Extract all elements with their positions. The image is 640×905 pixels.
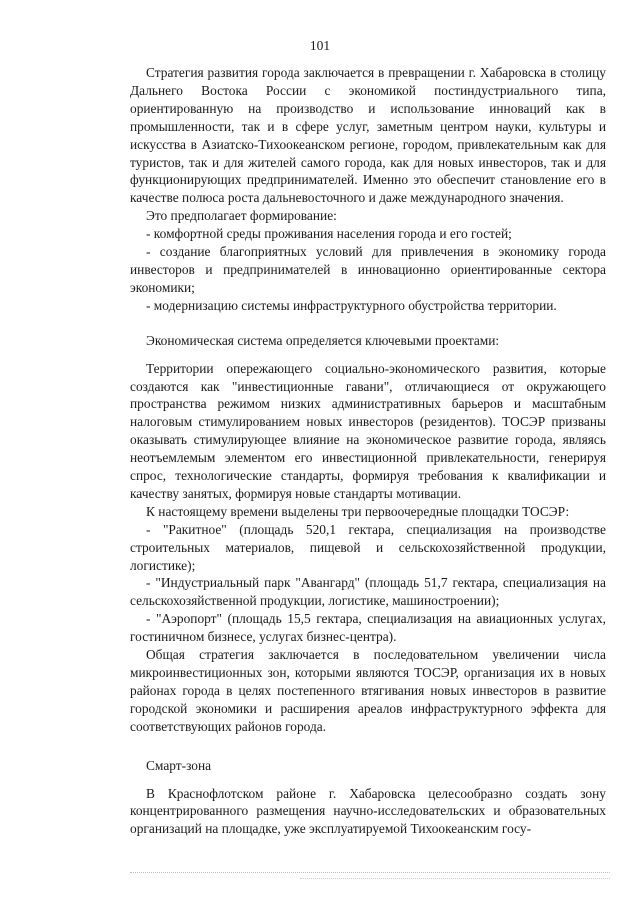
paragraph-three-sites: К настоящему времени выделены три первоочередные площадки ТОСЭР: — [146, 503, 570, 519]
scan-artifact-line — [130, 872, 610, 874]
section-heading-smart-zone: Смарт-зона — [146, 757, 212, 773]
page-number: 101 — [309, 38, 331, 53]
list-item-infrastructure-modernization: - модернизацию системы инфраструктурного обустройства территории. — [146, 297, 557, 313]
paragraph-smart-zone: В Краснофлотском районе г. Хабаровска целесообразно создать зону концентрированного размещения научно-исследовательских и образовательных организаций на площадке, уже эксплуатируемой Тихоокеанским госу- — [130, 785, 606, 837]
list-item-avangard: - "Индустриальный парк "Авангард" (площадь 51,7 гектара, специализация на сельскохозяйственной продукции, логистике, машиностроении); — [130, 575, 606, 609]
scan-artifact-line — [300, 878, 610, 880]
paragraph-general-strategy: Общая стратегия заключается в последовательном увеличении числа микроинвестиционных зон, которыми являются ТОСЭР, организация их в новых районах города в целях постепенного втягивания новых инвесторов в развитие городской экономики и расширения ареалов инфраструктурного эффекта для соответствующих районов города. — [130, 647, 606, 734]
paragraph-tosedr: Территории опережающего социально-экономического развития, которые создаются как "инвестиционные гавани", отличающиеся от окружающего пространства режимом низких административных барьеров и масштабным налоговым стимулированием новых инвесторов (резидентов). ТОСЭР призваны оказывать стимулирующее влияние на экономическое развитие города, являясь неотъемлемым элементом его инвестиционной привлекательности, генерируя спрос, технологические стандарты, формируя требования к квалификации и качеству занятых, формируя новые стандарты мотивации. — [130, 360, 606, 501]
paragraph-formation-intro: Это предполагает формирование: — [146, 208, 337, 224]
list-item-rakitnoe: - "Ракитное" (площадь 520,1 гектара, специализация на производстве строительных материалов, пищевой и сельскохозяйственной продукции, логистике); — [130, 521, 606, 573]
list-item-investment-conditions: - создание благоприятных условий для привлечения в экономику города инвесторов и предпринимателей в инновационно ориентированные сектора экономики; — [130, 244, 606, 295]
document-body — [130, 64, 606, 838]
paragraph-economic-system: Экономическая система определяется ключевыми проектами: — [146, 332, 500, 348]
paragraph-city-strategy: Стратегия развития города заключается в превращении г. Хабаровска в столицу Дальнего Востока России с экономикой постиндустриального типа, ориентированную на производство и использование инноваций как в промышленности, так и в сфере услуг, заметным центром науки, культуры и искусства в Азиатско-Тихоокеанском регионе, городом, привлекательным как для туристов, так и для жителей самого города, как для новых инвесторов, так и для функционирующих предпринимателей. Именно это обеспечит становление его в качестве полюса роста дальневосточного и даже международного значения. — [130, 65, 606, 206]
list-item-comfortable-environment: - комфортной среды проживания населения города и его гостей; — [146, 226, 512, 242]
list-item-airport: - "Аэропорт" (площадь 15,5 гектара, специализация на авиационных услугах, гостиничном бизнесе, услугах бизнес-центра). — [130, 611, 606, 645]
